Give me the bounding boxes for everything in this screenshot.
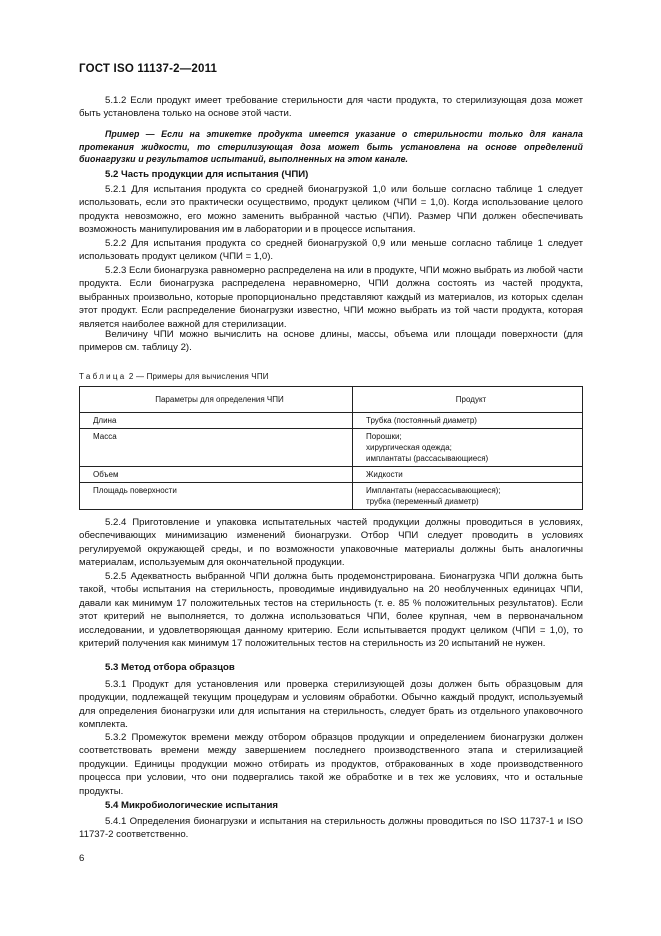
table-cell-product [353, 429, 583, 467]
product-line: трубка (переменный диаметр) [366, 497, 479, 506]
product-line: Жидкости [366, 470, 403, 479]
paragraph-5-2-3: 5.2.3 Если бионагрузка равномерно распределена на или в продукте, ЧПИ можно выбрать из любой части продукта. Если бионагрузка распределена неравномерно, ЧПИ должна состоять из частей продукта, выбранных произвольно, которые пропорционально представляют каждый из материалов, из которых сделан этот продукт. Если распределение бионагрузки известно, ЧПИ можно выбрать из той части продукта, которая является наиболее важной для стерилизации. [79, 265, 583, 330]
product-line: имплантаты (рассасывающиеся) [366, 454, 489, 463]
table-header-row [80, 387, 583, 413]
product-line: Имплантаты (нерассасывающиеся); [366, 486, 501, 495]
table-cell-product [353, 467, 583, 483]
paragraph-5-2-1: 5.2.1 Для испытания продукта со средней бионагрузкой 1,0 или больше согласно таблице 1 следует использовать, если это практически осуществимо, продукт целиком (ЧПИ = 1,0). Когда использование целого продукта невозможно, его можно заменить выбранной частью (ЧПИ). Размер ЧПИ должен обеспечивать возможность манипулирования им в лаборатории и в процессе испытания. [79, 184, 583, 236]
table-row [80, 483, 583, 510]
section-heading-5-2: 5.2 Часть продукции для испытания (ЧПИ) [105, 169, 309, 180]
paragraph-value: Величину ЧПИ можно вычислить на основе длины, массы, объема или площади поверхности (для примеров см. таблицу 2). [79, 329, 583, 354]
paragraph-5-2-5: 5.2.5 Адекватность выбранной ЧПИ должна быть продемонстрирована. Бионагрузка ЧПИ должна быть такой, чтобы испытания на стерильность, проводимые индивидуально на 20 необлученных единицах ЧПИ, давали как минимум 17 положительных тестов на стерильность (т. е. 85 % положительных результатов). Если этот критерий не выполняется, то должна использоваться ЧПИ, более крупная, чем в первоначальном исследовании, и удовлетворяющая данному критерию. Если испытывается продукт целиком (ЧПИ = 1,0), то критерий получения как минимум 17 положительных тестов на стерильность из 20 испытаний не нужен. [79, 571, 583, 650]
table-cell-parameter: Длина [80, 413, 353, 429]
examples-table [79, 386, 583, 510]
paragraph-5-3-1: 5.3.1 Продукт для установления или проверка стерилизующей дозы должен быть образцовым для продукции, подлежащей текущим процедурам и условиям обработки. Обычно каждый продукт, используемый для определения бионагрузки или для испытания на стерильность, следует брать из отдельного упаковочного комплекта. [79, 679, 583, 731]
product-line: Порошки; [366, 432, 402, 441]
product-line: Трубка (постоянный диаметр) [366, 416, 477, 425]
table-caption-label: Таблица [79, 372, 127, 381]
table-row [80, 429, 583, 467]
document-header: ГОСТ ISO 11137-2—2011 [79, 63, 218, 75]
table-cell-parameter: Объем [80, 467, 353, 483]
paragraph-5-4-1: 5.4.1 Определения бионагрузки и испытания на стерильность должны проводиться по ISO 11737-1 и ISO 11737-2 соответственно. [79, 816, 583, 841]
page-number: 6 [79, 853, 85, 864]
paragraph-5-1-2: 5.1.2 Если продукт имеет требование стерильности для части продукта, то стерилизующая доза может быть установлена только на основе этой части. [79, 95, 583, 120]
table-cell-parameter: Площадь поверхности [80, 483, 353, 510]
table-header-cell: Продукт [353, 387, 583, 413]
table-cell-parameter: Масса [80, 429, 353, 467]
paragraph-5-3-2: 5.3.2 Промежуток времени между отбором образцов продукции и определением бионагрузки должен соответствовать времени между завершением последнего производственного этапа и стерилизацией продукции. Единицы продукции можно отбирать из продуктов, отбракованных в ходе производственного процесса при условии, что они подвергались такой же обработке и в тех же условиях, что и остальные продукты. [79, 732, 583, 797]
table-row [80, 413, 583, 429]
table-header-cell: Параметры для определения ЧПИ [80, 387, 353, 413]
table-caption [79, 372, 269, 381]
table-cell-product [353, 483, 583, 510]
example-note: Пример — Если на этикетке продукта имеется указание о стерильности только для канала протекания жидкости, то стерилизующая доза может быть установлена на основе определений бионагрузки и результатов испытаний, выполненных на этом канале. [79, 129, 583, 165]
product-line: хирургическая одежда; [366, 443, 452, 452]
table-caption-title: 2 — Примеры для вычисления ЧПИ [126, 372, 269, 381]
paragraph-5-2-4: 5.2.4 Приготовление и упаковка испытательных частей продукции должны проводиться в условиях, обеспечивающих минимизацию изменений бионагрузки. Отбор ЧПИ следует проводить в условиях регулируемой окружающей среды, и по возможности упаковочные материалы должны быть аналогичны материалам, используемым для окончательной продукции. [79, 517, 583, 569]
paragraph-5-2-2: 5.2.2 Для испытания продукта со средней бионагрузкой 0,9 или меньше согласно таблице 1 следует использовать продукт целиком (ЧПИ = 1,0). [79, 238, 583, 263]
section-heading-5-4: 5.4 Микробиологические испытания [105, 800, 278, 811]
table-row [80, 467, 583, 483]
table-cell-product [353, 413, 583, 429]
section-heading-5-3: 5.3 Метод отбора образцов [105, 662, 235, 673]
